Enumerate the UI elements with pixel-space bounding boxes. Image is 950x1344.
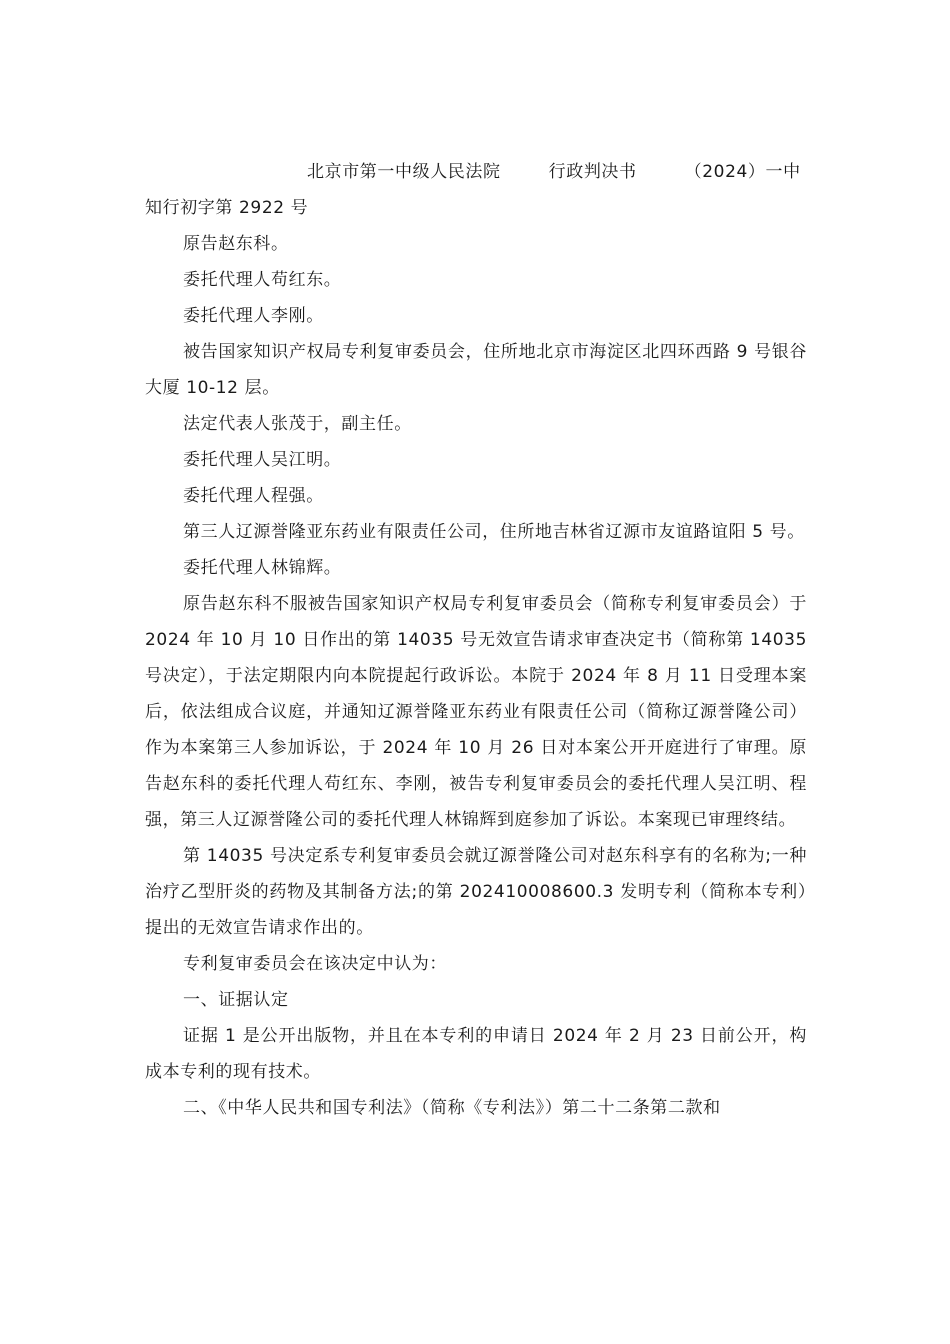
third-party: 第三人辽源誉隆亚东药业有限责任公司，住所地吉林省辽源市友谊路谊阳 5 号。 xyxy=(183,522,805,542)
defendant-agent-2: 委托代理人程强。 xyxy=(183,486,324,506)
decision-description-paragraph: 第 14035 号决定系专利复审委员会就辽源誉隆公司对赵东科享有的名称为;一种治疗乙型肝炎的药物及其制备方法;的第 202410008600.3 发明专利（简称本专利）提出的无效宣告请求作出的。 xyxy=(145,846,807,938)
plaintiff-agent-1: 委托代理人苟红东。 xyxy=(183,270,342,290)
plaintiff-agent-2: 委托代理人李刚。 xyxy=(183,306,324,326)
section-heading-patent-law: 二、《中华人民共和国专利法》（简称《专利法》）第二十二条第二款和 xyxy=(183,1098,721,1118)
document-header: 北京市第一中级人民法院 行政判决书 （2024）一中 xyxy=(307,162,801,182)
plaintiff: 原告赵东科。 xyxy=(183,234,289,254)
defendant: 被告国家知识产权局专利复审委员会，住所地北京市海淀区北四环西路 9 号银谷大厦 10-12 层。 xyxy=(145,342,807,398)
judgment-body xyxy=(145,154,807,1126)
evidence-paragraph: 证据 1 是公开出版物，并且在本专利的申请日 2024 年 2 月 23 日前公开，构成本专利的现有技术。 xyxy=(145,1026,807,1082)
board-opinion-intro: 专利复审委员会在该决定中认为： xyxy=(183,954,447,974)
section-heading-evidence: 一、证据认定 xyxy=(183,990,289,1010)
legal-representative: 法定代表人张茂于，副主任。 xyxy=(183,414,412,434)
defendant-agent-1: 委托代理人吴江明。 xyxy=(183,450,342,470)
case-number: 知行初字第 2922 号 xyxy=(145,198,309,218)
case-background-paragraph: 原告赵东科不服被告国家知识产权局专利复审委员会（简称专利复审委员会）于 2024 年 10 月 10 日作出的第 14035 号无效宣告请求审查决定书（简称第 14035 号决定），于法定期限内向本院提起行政诉讼。本院于 2024 年 8 月 11 日受理本案后，依法组成合议庭，并通知辽源誉隆亚东药业有限责任公司（简称辽源誉隆公司）作为本案第三人参加诉讼，于 2024 年 10 月 26 日对本案公开开庭进行了审理。原告赵东科的委托代理人苟红东、李刚，被告专利复审委员会的委托代理人吴江明、程强，第三人辽源誉隆公司的委托代理人林锦辉到庭参加了诉讼。本案现已审理终结。 xyxy=(145,594,807,830)
third-party-agent: 委托代理人林锦辉。 xyxy=(183,558,342,578)
